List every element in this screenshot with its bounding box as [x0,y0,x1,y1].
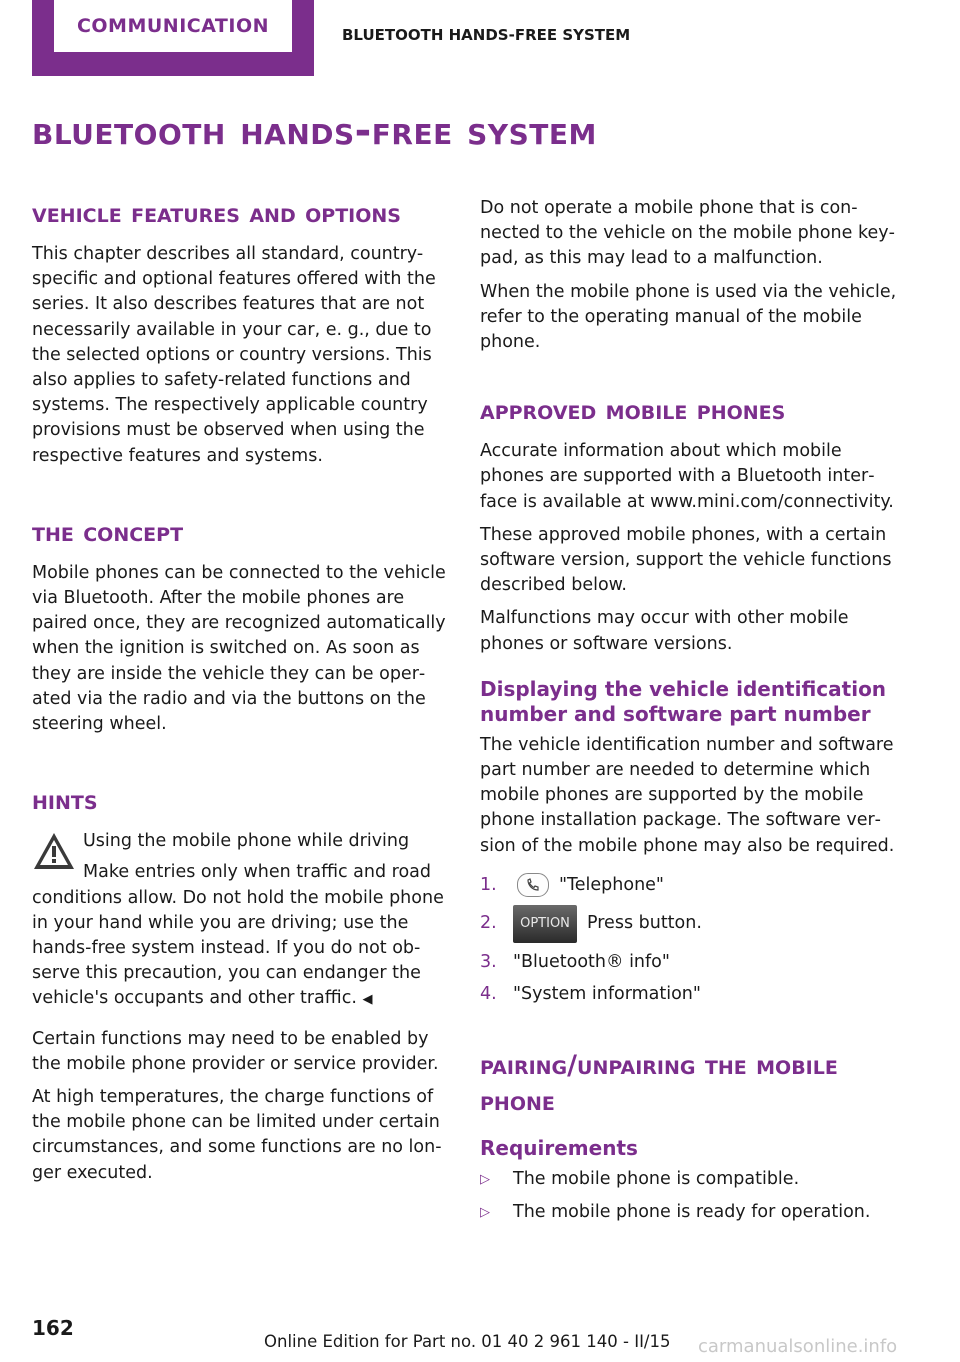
vin-text: The vehicle identification number and software part number are needed to determine which mobile phones are supported by the mobile phone installation package. The software version of the mobile phone may also be required. [480,734,895,856]
list-item [480,905,900,943]
warning-text-first-line: Make entries only when traffic and road [83,862,432,883]
edition-footer: Online Edition for Part no. 01 40 2 961 140 - II/15 [264,1332,671,1351]
step-number: 1. [480,874,497,895]
warning-box [32,829,450,1012]
warning-triangle-icon [32,831,76,871]
approved-paragraph-1: Accurate information about which mobile phones are supported with a Bluetooth interface is available at www.mini.com/connectivity. [480,441,894,512]
approved-heading: approved mobile phones [480,395,786,427]
hints-paragraph-2: At high temperatures, the charge functions of the mobile phone can be limited under certain circumstances, and some functions are no longer executed. [32,1087,442,1183]
intro-paragraph-1: Do not operate a mobile phone that is connected to the vehicle on the mobile phone keypad, as this may lead to a malfunction. [480,198,895,269]
left-column [32,196,450,1194]
hints-heading: hints [32,785,98,817]
bullet-triangle-icon: ▷ [480,1172,490,1188]
step-number: 2. [480,913,497,934]
step-text: "Telephone" [559,874,664,895]
approved-paragraph-3: Malfunctions may occur with other mobile phones or software versions. [480,608,849,654]
warning-title: Using the mobile phone while driving [83,831,410,852]
step-number: 4. [480,984,497,1005]
concept-text: Mobile phones can be connected to the vehicle via Bluetooth. After the mobile phones are paired once, they are recognized automatically when the ignition is switched on. As soon as they are inside the vehicle they can be operated via the radio and via the buttons on the steering wheel. [32,562,446,735]
requirements-list [480,1167,900,1224]
intro-paragraph-2: When the mobile phone is used via the vehicle, refer to the operating manual of the mobile phone. [480,281,897,353]
hints-paragraph-1: Certain functions may need to be enabled by the mobile phone provider or service provider. [32,1028,439,1074]
list-item [480,1200,900,1225]
telephone-icon[interactable] [517,873,549,897]
page-title: bluetooth hands-free system [32,108,597,154]
step-text: "Bluetooth® info" [513,952,670,973]
watermark: carmanualsonline.info [698,1336,898,1357]
page-number: 162 [32,1316,74,1340]
chapter-tab[interactable] [32,0,314,76]
step-number: 3. [480,952,497,973]
section-breadcrumb: BLUETOOTH HANDS-FREE SYSTEM [342,26,631,44]
vehicle-features-heading: vehicle features and options [32,198,401,229]
option-button[interactable]: OPTION [513,905,577,943]
list-item [480,873,900,898]
requirements-heading: Requirements [480,1136,638,1161]
right-column [480,196,900,1232]
approved-paragraph-2: These approved mobile phones, with a certain software version, support the vehicle functions described below. [480,524,892,596]
bullet-triangle-icon: ▷ [480,1204,490,1220]
vin-heading: Displaying the vehicle identification number and software part number [480,676,887,726]
pairing-heading: pairing/unpairing the mobile phone [480,1050,838,1118]
step-text: Press button. [587,913,702,934]
end-mark-icon: ◀ [362,992,373,1008]
list-item [480,1167,900,1192]
bullet-text: The mobile phone is compatible. [513,1169,800,1190]
concept-heading: the concept [32,516,184,548]
list-item [480,982,900,1007]
bullet-text: The mobile phone is ready for operation. [513,1201,871,1222]
warning-text [32,886,450,1013]
vehicle-features-text: This chapter describes all standard, country-specific and optional features offered with the series. It also describes features that are not necessarily available in your car, e. g., due to the selected options or country versions. This also applies to safety-related functions and systems. The respectively applicable country provisions must be observed when using the respective features and systems. [32,244,436,466]
warning-text-rest: conditions allow. Do not hold the mobile phone in your hand while you are driving; use the hands-free system instead. If you do not observe this precaution, you can endanger the vehicle's occupants and other traffic. [32,887,444,1009]
steps-list [480,873,900,1008]
step-text: "System information" [513,984,701,1005]
chapter-tab-label: COMMUNICATION [54,0,292,52]
list-item [480,950,900,975]
